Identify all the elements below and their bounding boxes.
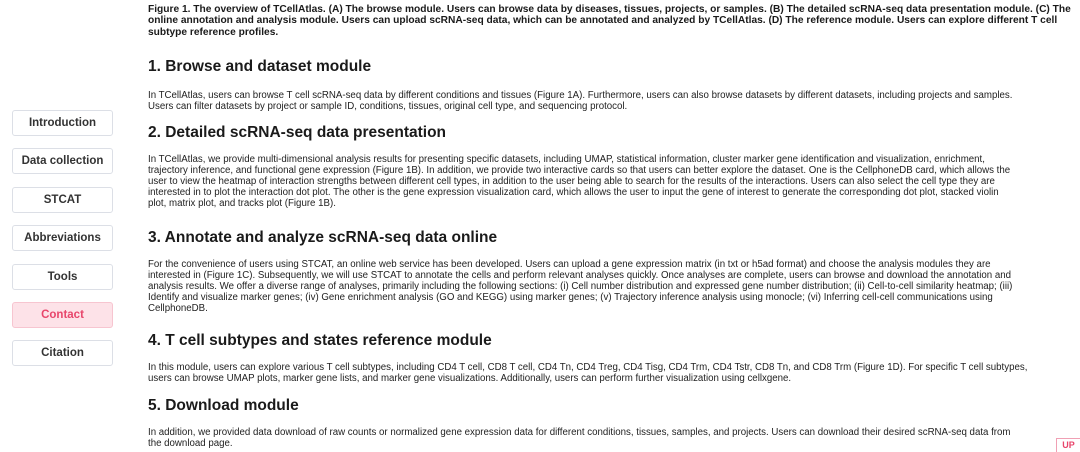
- text-line: CellphoneDB.: [148, 303, 208, 315]
- section-heading-annotate: 3. Annotate and analyze scRNA-seq data online: [148, 229, 498, 246]
- text-line: the download page.: [148, 438, 233, 450]
- main-content: [148, 4, 1080, 450]
- text-line: In TCellAtlas, we provide multi-dimensional analysis results for presenting specific datasets, including UMAP, statistical information, cluster marker gene identification and visualization, enrichment,: [148, 154, 985, 165]
- text-line: In this module, users can explore various T cell subtypes, including CD4 T cell, CD8 T cell, CD4 Tn, CD4 Treg, CD4 Tisg, CD4 Trm, CD4 Tstr, CD8 Tn, and CD8 Trm (Figure 1D). For specific T cell subtypes,: [148, 362, 1028, 373]
- text-line: analysis results. We offer a diverse range of analyses, primarily including the following sections: (i) Cell number distribution and expressed gene number distribution; (ii) Cell-to-cell similarity heatmap; (iii): [148, 281, 1013, 293]
- sidebar-item-contact[interactable]: Contact: [12, 302, 113, 328]
- section-text-download: [148, 427, 1010, 449]
- sidebar-item-abbreviations[interactable]: Abbreviations: [12, 225, 113, 251]
- text-line: users can browse UMAP plots, marker gene lists, and marker gene visualizations. Additionally, users can perform further visualization using cellxgene.: [148, 373, 792, 385]
- section-heading-browse: 1. Browse and dataset module: [148, 58, 372, 75]
- section-heading-reference: 4. T cell subtypes and states reference module: [148, 332, 492, 349]
- section-text-reference: [148, 362, 1027, 384]
- section-heading-presentation: 2. Detailed scRNA-seq data presentation: [148, 124, 447, 141]
- sidebar-item-introduction[interactable]: Introduction: [12, 110, 113, 136]
- figure-caption: [148, 4, 1080, 38]
- text-line: For the convenience of users using STCAT, an online web service has been developed. Users can upload a gene expression matrix (in txt or h5ad format) and choose the analysis modules they are: [148, 259, 991, 270]
- text-line: In TCellAtlas, users can browse T cell scRNA-seq data by different conditions and tissues (Figure 1A). Furthermore, users can also browse datasets by different datasets, including projects and samples.: [148, 90, 1013, 101]
- caption-line: subtype reference profiles.: [148, 26, 279, 38]
- sidebar-item-tools[interactable]: Tools: [12, 264, 113, 290]
- text-line: Identify and visualize marker genes; (iv) Gene enrichment analysis (GO and KEGG) using marker genes; (v) Trajectory inference analysis using monocle; (vi) Inferring cell-cell communications using: [148, 292, 993, 304]
- text-line: Users can filter datasets by project or sample ID, conditions, tissues, original cell type, and sequencing protocol.: [148, 101, 628, 113]
- text-line: In addition, we provided data download of raw counts or normalized gene expression data for different conditions, tissues, samples, and projects. Users can download their desired scRNA-seq data from: [148, 427, 1011, 438]
- sidebar-item-data-collection[interactable]: Data collection: [12, 148, 113, 174]
- text-line: interested in to plot the interaction dot plot. The other is the gene expression visualization card, which allows the user to input the gene of interest to generate the corresponding dot plot, stacked violin: [148, 187, 999, 199]
- sidebar-nav: [12, 110, 113, 379]
- section-text-browse: [148, 90, 1012, 112]
- back-to-top-button[interactable]: UP: [1056, 438, 1080, 452]
- text-line: interested in (Figure 1C). Subsequently, we will use STCAT to annotate the cells and perform relevant analyses quickly. Once analyses are complete, users can browse and download the annotation and: [148, 270, 1012, 282]
- section-text-annotate: [148, 259, 1012, 314]
- section-text-presentation: [148, 154, 1010, 209]
- section-heading-download: 5. Download module: [148, 397, 299, 414]
- sidebar-item-citation[interactable]: Citation: [12, 340, 113, 366]
- text-line: plot, matrix plot, and tracks plot (Figure 1B).: [148, 198, 336, 210]
- caption-line: Figure 1. The overview of TCellAtlas. (A) The browse module. Users can browse data by diseases, tissues, projects, or samples. (B) The detailed scRNA-seq data presentation module. (C) The: [148, 4, 1071, 15]
- caption-line: online annotation and analysis module. Users can upload scRNA-seq data, which can be annotated and analyzed by TCellAtlas. (D) The reference module. Users can explore different T cell: [148, 15, 1058, 27]
- text-line: trajectory inference, and functional gene expression (Figure 1B). In addition, we provide two interactive cards so that users can better explore the dataset. One is the CellphoneDB card, which allows the: [148, 165, 1011, 177]
- text-line: user to view the heatmap of interaction strengths between different cell types, in addition to the user being able to search for the results of the interactions. Users can also select the cell type they are: [148, 176, 995, 188]
- sidebar-item-stcat[interactable]: STCAT: [12, 187, 113, 213]
